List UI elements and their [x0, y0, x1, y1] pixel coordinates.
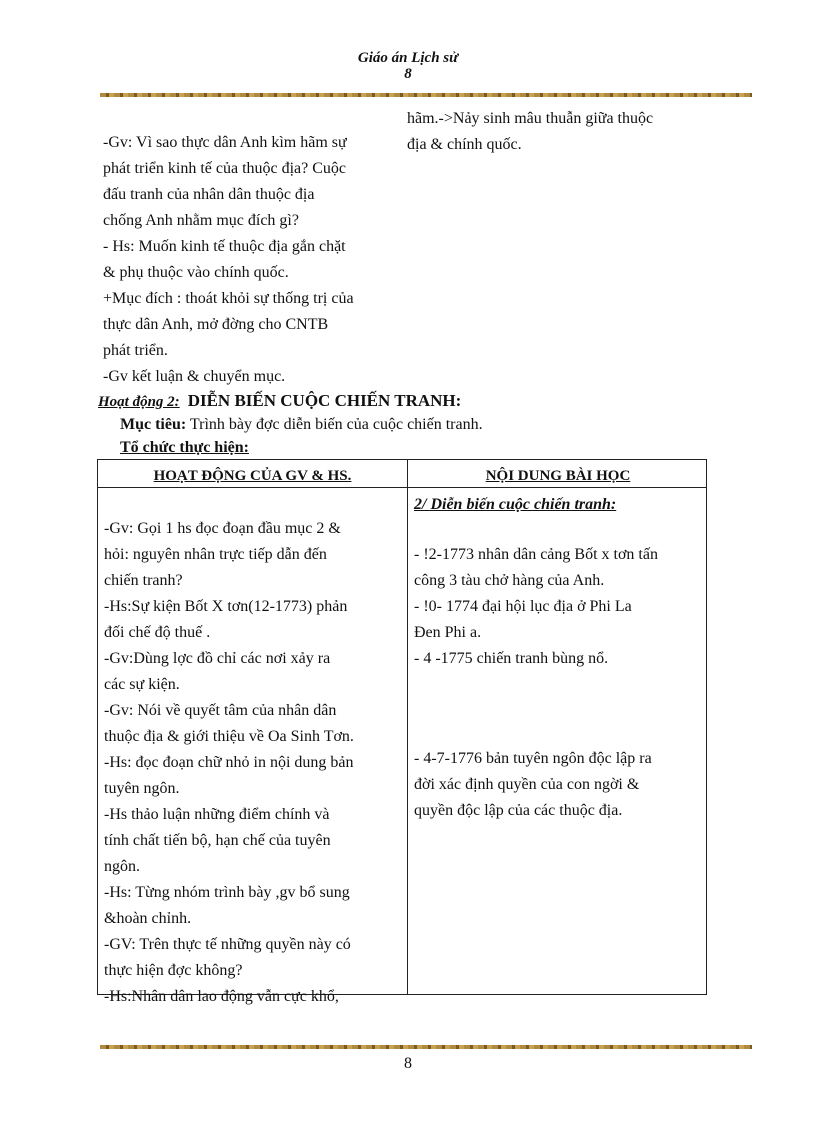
footer-divider [100, 1045, 752, 1049]
goal-line [120, 413, 483, 437]
goal-text: Trình bày đợc diễn biến của cuộc chiến tranh. [186, 416, 483, 433]
text-line: phát triển kinh tế của thuộc địa? Cuộc [103, 160, 347, 177]
table-line: -Hs:Sự kiện Bốt X tơn(12-1773) phản [104, 598, 348, 615]
text-line: chống Anh nhằm mục đích gì? [103, 212, 299, 229]
table-header-content: NỘI DUNG BÀI HỌC [485, 468, 631, 484]
table-line: &hoàn chỉnh. [104, 910, 192, 927]
table-line: -GV: Trên thực tế những quyền này có [104, 936, 351, 953]
table-line: - 4 -1775 chiến tranh bùng nổ. [414, 650, 609, 667]
text-line: +Mục đích : thoát khỏi sự thống trị của [103, 290, 354, 307]
lesson-table [97, 459, 707, 1005]
table-cell-activities [104, 516, 354, 1010]
text-line: -Gv: Vì sao thực dân Anh kìm hãm sự [103, 134, 347, 151]
right-column-text [407, 106, 653, 158]
text-line: - Hs: Muốn kinh tế thuộc địa gắn chặt [103, 238, 346, 255]
table-line: -Hs thảo luận những điểm chính và [104, 806, 330, 823]
activity-label: Hoạt động 2: [98, 394, 180, 410]
header-page-number: 8 [404, 66, 412, 82]
table-line: đời xác định quyền của con ngời & [414, 776, 640, 793]
table-header-activities: HOẠT ĐỘNG CỦA GV & HS. [153, 468, 352, 484]
table-line: các sự kiện. [104, 676, 180, 693]
goal-label: Mục tiêu: [120, 416, 187, 433]
table-line: -Hs: Từng nhóm trình bày ,gv bổ sung [104, 884, 350, 901]
text-line: hãm.->Nảy sinh mâu thuẫn giữa thuộc [407, 110, 654, 127]
organize-heading: Tổ chức thực hiện: [120, 439, 249, 456]
table-column-divider [407, 460, 408, 994]
table-line: -Hs: đọc đoạn chữ nhỏ in nội dung bản [104, 754, 354, 771]
table-line: ngôn. [104, 858, 140, 875]
text-line: đấu tranh của nhân dân thuộc địa [103, 186, 315, 203]
table-line: - 4-7-1776 bản tuyên ngôn độc lập ra [414, 750, 652, 767]
table-header-divider [98, 487, 706, 488]
table-cell-content-2 [414, 746, 652, 824]
table-line: tuyên ngôn. [104, 780, 180, 797]
table-line: chiến tranh? [104, 572, 183, 589]
table-line: Đen Phi a. [414, 624, 482, 641]
table-line: quyền độc lập của các thuộc địa. [414, 802, 623, 819]
section-title: 2/ Diễn biến cuộc chiến tranh: [414, 496, 617, 513]
text-line: địa & chính quốc. [407, 136, 522, 153]
text-line: & phụ thuộc vào chính quốc. [103, 264, 289, 281]
table-line: -Gv: Nói về quyết tâm của nhân dân [104, 702, 337, 719]
table-line: thuộc địa & giới thiệu về Oa Sinh Tơn. [104, 728, 354, 745]
table-cell-content [414, 542, 658, 672]
table-line: - !0- 1774 đại hội lục địa ở Phi La [414, 598, 632, 615]
table-line: -Gv: Gọi 1 hs đọc đoạn đầu mục 2 & [104, 520, 341, 537]
header-title: Giáo án Lịch sử [357, 50, 459, 66]
header-divider [100, 93, 752, 97]
text-line: thực dân Anh, mở đờng cho CNTB [103, 316, 329, 333]
table-line: tính chất tiến bộ, hạn chế của tuyên [104, 832, 331, 849]
text-line: -Gv kết luận & chuyển mục. [103, 368, 286, 385]
table-line: - !2-1773 nhân dân cảng Bốt x tơn tấn [414, 546, 658, 563]
table-line: đối chế độ thuế . [104, 624, 211, 641]
activity-title: DIỄN BIẾN CUỘC CHIẾN TRANH: [187, 391, 462, 410]
table-line: thực hiện đợc không? [104, 962, 243, 979]
text-line: phát triển. [103, 342, 168, 359]
table-line: -Gv:Dùng lợc đồ chỉ các nơi xảy ra [104, 650, 331, 667]
footer-page-number: 8 [404, 1055, 412, 1072]
activity-heading [98, 389, 461, 414]
table-line: công 3 tàu chở hàng của Anh. [414, 572, 605, 589]
left-column-text [103, 130, 354, 390]
table-line: -Hs:Nhân dân lao động vẫn cực khổ, [104, 988, 339, 1005]
table-line: hỏi: nguyên nhân trực tiếp dẫn đến [104, 546, 327, 563]
